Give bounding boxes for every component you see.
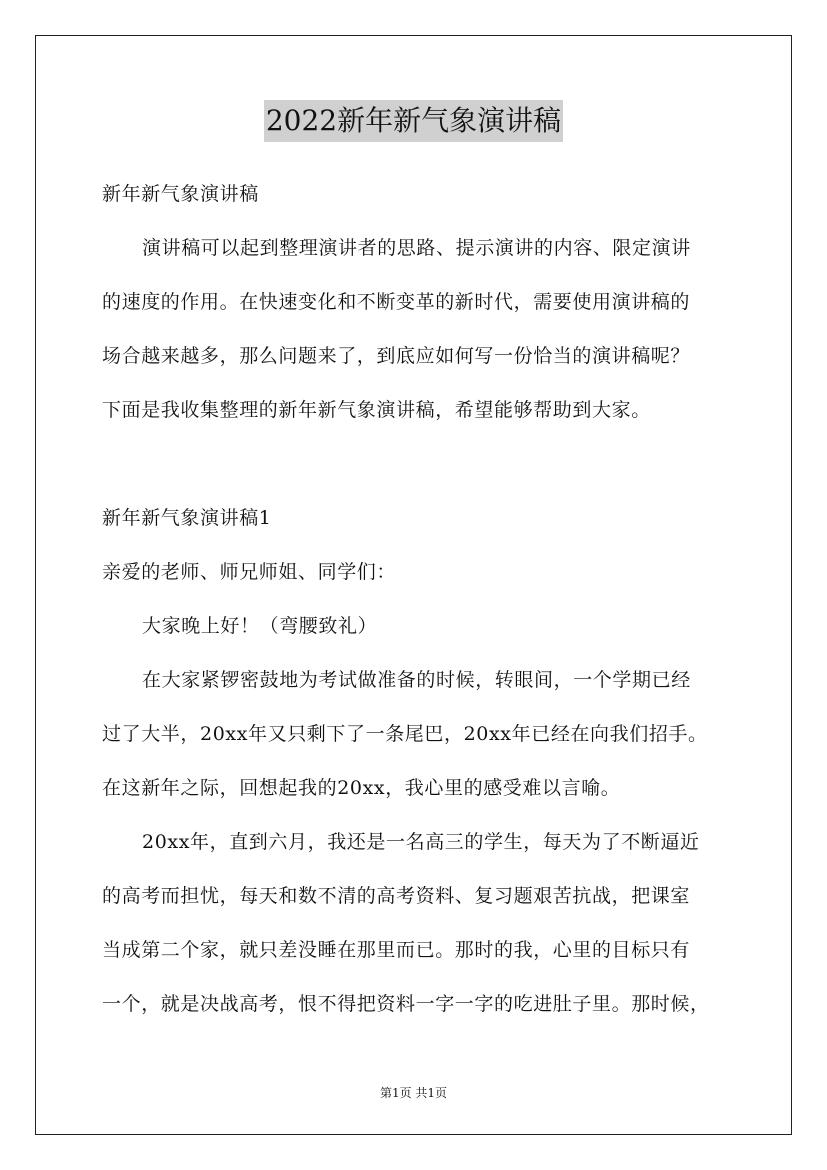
paragraph-line: 演讲稿可以起到整理演讲者的思路、提示演讲的内容、限定演讲 (142, 237, 691, 259)
paragraph-line: 的速度的作用。在快速变化和不断变革的新时代，需要使用演讲稿的 (102, 291, 691, 313)
paragraph-line: 一个，就是决战高考，恨不得把资料一字一字的吃进肚子里。那时候， (102, 993, 710, 1015)
paragraph-line: 过了大半，20xx年又只剩下了一条尾巴，20xx年已经在向我们招手。 (102, 723, 708, 745)
section-heading: 新年新气象演讲稿 (102, 183, 259, 205)
section-heading: 新年新气象演讲稿1 (102, 507, 272, 529)
paragraph-line: 20xx年，直到六月，我还是一名高三的学生，每天为了不断逼近 (142, 831, 700, 853)
paragraph-line: 的高考而担忧，每天和数不清的高考资料、复习题艰苦抗战，把课室 (102, 885, 691, 907)
paragraph-line: 在大家紧锣密鼓地为考试做准备的时候，转眼间，一个学期已经 (142, 669, 691, 691)
paragraph-line: 当成第二个家，就只差没睡在那里而已。那时的我，心里的目标只有 (102, 939, 691, 961)
document-title: 2022新年新气象演讲稿 (264, 100, 563, 142)
salutation: 亲爱的老师、师兄师姐、同学们： (102, 561, 397, 583)
page-footer: 第1页 共1页 (379, 1086, 448, 1100)
paragraph-line: 在这新年之际，回想起我的20xx，我心里的感受难以言喻。 (102, 777, 621, 799)
paragraph-line: 场合越来越多，那么问题来了，到底应如何写一份恰当的演讲稿呢？ (102, 345, 691, 367)
greeting-line: 大家晚上好！（弯腰致礼） (142, 615, 378, 637)
title-container (0, 100, 827, 142)
paragraph-line: 下面是我收集整理的新年新气象演讲稿，希望能够帮助到大家。 (102, 399, 651, 421)
